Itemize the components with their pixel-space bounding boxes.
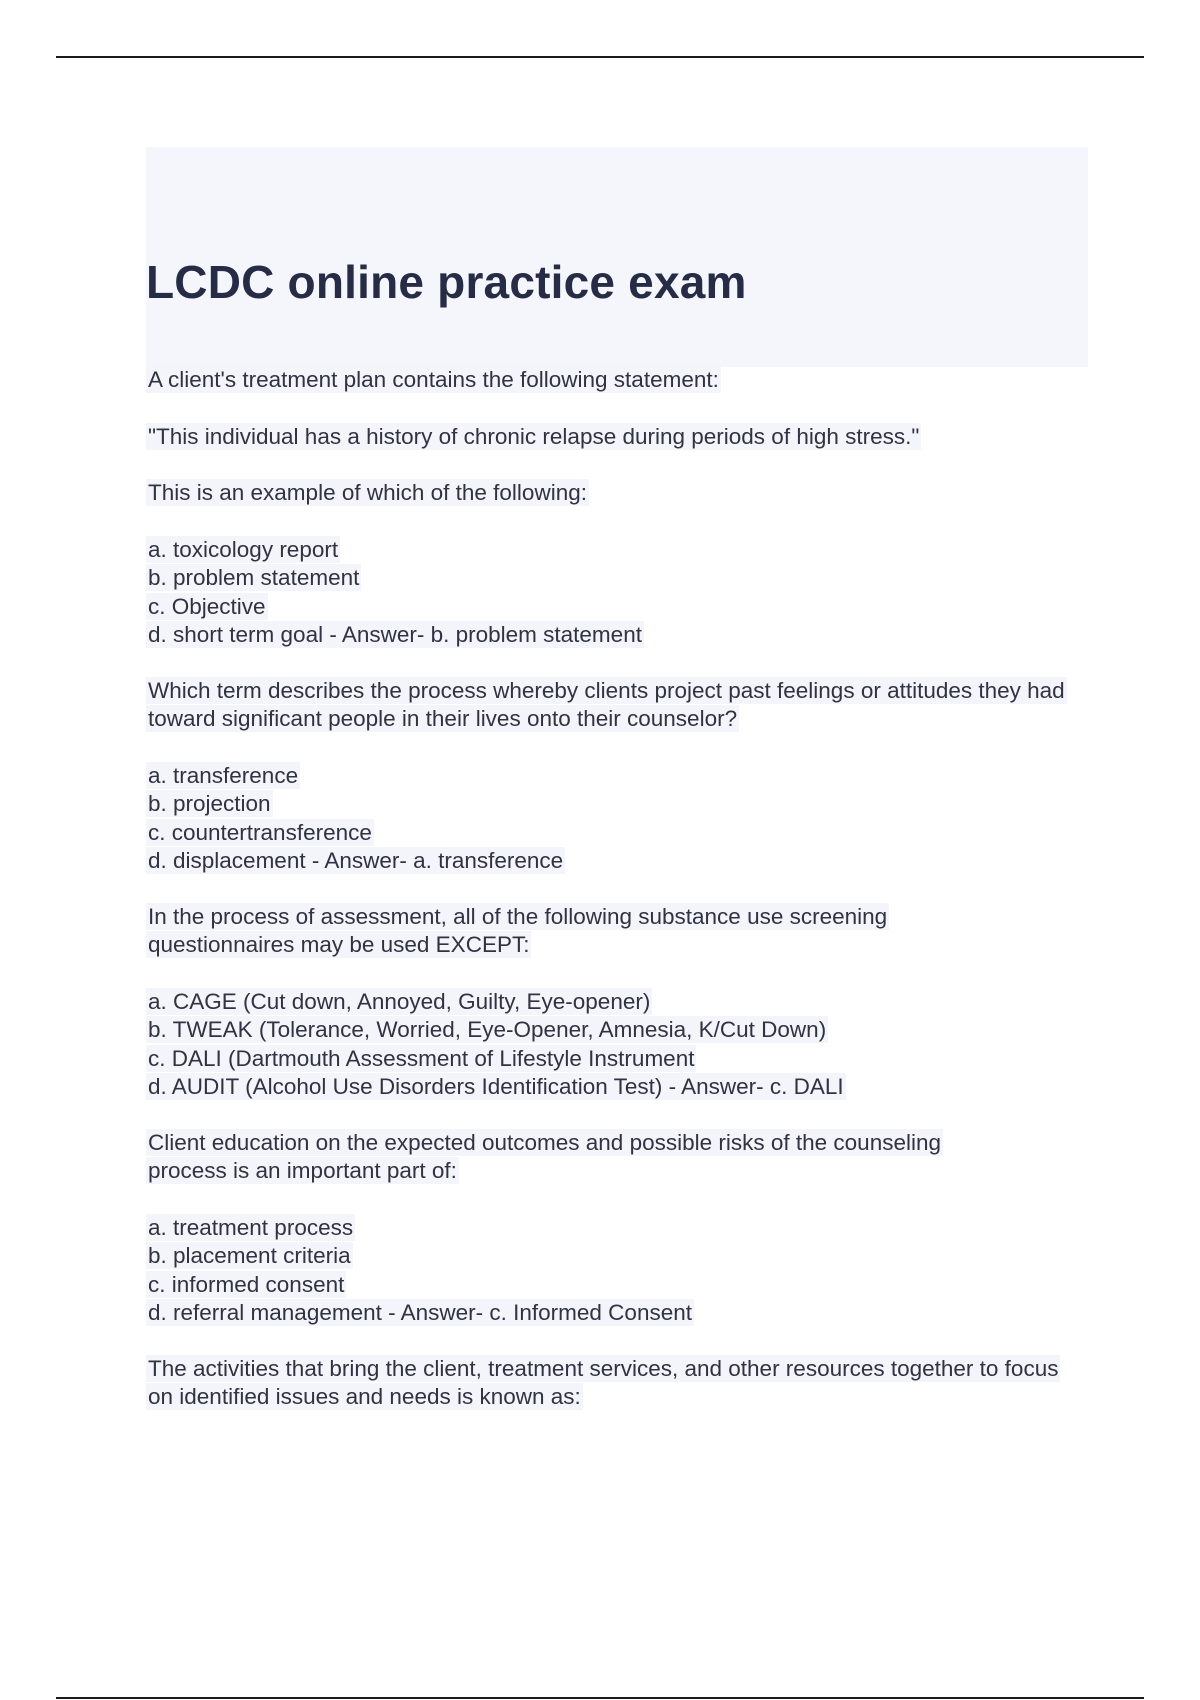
option-item bbox=[146, 988, 1096, 1017]
question-1-quote-text: "This individual has a history of chronic relapse during periods of high stress." bbox=[148, 423, 920, 449]
header-rule bbox=[56, 56, 1144, 58]
question-4 bbox=[146, 1129, 1096, 1328]
option-text: c. countertransference bbox=[148, 819, 372, 845]
option-text: d. displacement - Answer- a. transference bbox=[148, 848, 564, 873]
option-item bbox=[146, 790, 1096, 819]
option-text: a. transference bbox=[148, 762, 299, 788]
option-item bbox=[146, 1016, 1096, 1045]
option-item bbox=[146, 1214, 1096, 1243]
option-item-with-answer bbox=[146, 1299, 1096, 1328]
option-text: c. Objective bbox=[148, 593, 266, 619]
option-item bbox=[146, 564, 1096, 593]
question-3 bbox=[146, 903, 1096, 1102]
option-text: b. placement criteria bbox=[148, 1243, 351, 1268]
question-5-prompt-text: The activities that bring the client, treatment services, and other resources together to focus on identified issues and needs is known as: bbox=[148, 1355, 1059, 1409]
option-text: d. referral management - Answer- c. Informed Consent bbox=[148, 1300, 692, 1325]
option-item bbox=[146, 819, 1096, 848]
question-1-prompt bbox=[146, 479, 1096, 508]
option-text: c. DALI (Dartmouth Assessment of Lifestyle Instrument bbox=[148, 1045, 695, 1071]
option-item bbox=[146, 536, 1096, 565]
page-title: LCDC online practice exam bbox=[146, 256, 747, 308]
option-text: a. CAGE (Cut down, Annoyed, Guilty, Eye-opener) bbox=[148, 988, 651, 1014]
option-text: b. TWEAK (Tolerance, Worried, Eye-Opener, Amnesia, K/Cut Down) bbox=[148, 1017, 827, 1042]
question-1-intro bbox=[146, 366, 1096, 395]
question-2-prompt-text: Which term describes the process whereby clients project past feelings or attitudes they had toward significant people in their lives onto their counselor? bbox=[148, 677, 1065, 731]
option-text: d. short term goal - Answer- b. problem statement bbox=[148, 622, 642, 647]
question-2-options bbox=[146, 762, 1096, 876]
option-text: b. projection bbox=[148, 791, 271, 816]
option-item bbox=[146, 1271, 1096, 1300]
option-text: c. informed consent bbox=[148, 1271, 345, 1297]
question-4-options bbox=[146, 1214, 1096, 1328]
question-1-prompt-text: This is an example of which of the following: bbox=[148, 480, 587, 505]
option-text: a. toxicology report bbox=[148, 536, 339, 562]
question-3-prompt-text: In the process of assessment, all of the following substance use screening questionnaires may be used EXCEPT: bbox=[148, 903, 888, 957]
question-5-prompt bbox=[146, 1355, 1076, 1412]
question-1 bbox=[146, 366, 1096, 650]
option-item bbox=[146, 1242, 1096, 1271]
question-3-options bbox=[146, 988, 1096, 1102]
option-text: a. treatment process bbox=[148, 1214, 354, 1240]
exam-content bbox=[146, 366, 1096, 1440]
option-item bbox=[146, 593, 1096, 622]
question-1-options bbox=[146, 536, 1096, 650]
option-text: d. AUDIT (Alcohol Use Disorders Identification Test) - Answer- c. DALI bbox=[148, 1074, 844, 1099]
question-4-prompt bbox=[146, 1129, 1006, 1186]
option-item bbox=[146, 762, 1096, 791]
question-4-prompt-text: Client education on the expected outcomes and possible risks of the counseling process is an important part of: bbox=[148, 1129, 941, 1183]
option-item-with-answer bbox=[146, 621, 1096, 650]
option-item bbox=[146, 1045, 1096, 1074]
question-3-prompt bbox=[146, 903, 946, 960]
question-5 bbox=[146, 1355, 1096, 1412]
option-item-with-answer bbox=[146, 1073, 1096, 1102]
footer-rule bbox=[56, 1697, 1144, 1699]
question-1-intro-text: A client's treatment plan contains the following statement: bbox=[148, 367, 719, 392]
option-item-with-answer bbox=[146, 847, 1096, 876]
option-text: b. problem statement bbox=[148, 565, 360, 590]
question-2-prompt bbox=[146, 677, 1096, 734]
question-2 bbox=[146, 677, 1096, 876]
question-1-quote bbox=[146, 423, 1096, 452]
